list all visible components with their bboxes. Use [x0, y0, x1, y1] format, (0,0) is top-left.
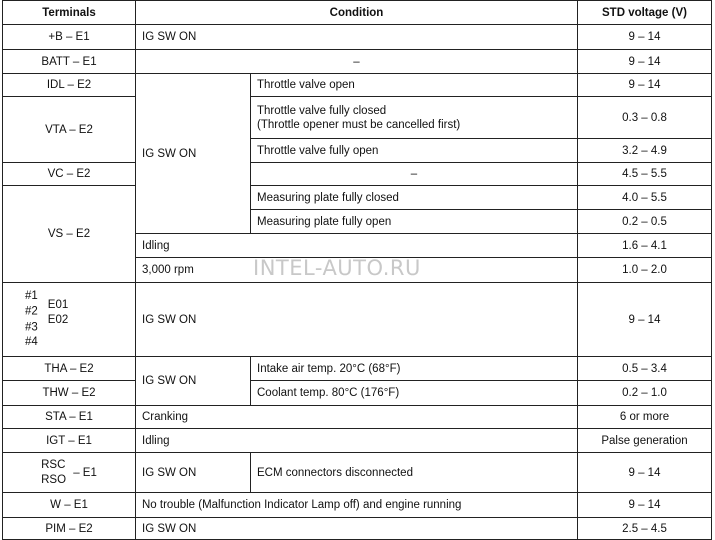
terminal-cell: W – E1 [3, 493, 136, 518]
terminal-cell: THA – E2 [3, 357, 136, 381]
voltage-cell: 3.2 – 4.9 [578, 139, 712, 163]
voltage-cell: 9 – 14 [578, 283, 712, 357]
sub-condition-cell: Intake air temp. 20°C (68°F) [251, 357, 578, 381]
voltage-cell: 0.2 – 0.5 [578, 210, 712, 234]
terminal-cell: IDL – E2 [3, 74, 136, 97]
table-row [3, 25, 712, 50]
condition-cell: IG SW ON [136, 74, 251, 234]
table-header-row [3, 1, 712, 25]
voltage-cell: 4.5 – 5.5 [578, 163, 712, 186]
terminal-cell: PIM – E2 [3, 518, 136, 540]
table-row [3, 186, 712, 210]
terminal-cell: VS – E2 [3, 186, 136, 283]
watermark: INTEL-AUTO.RU [253, 256, 421, 280]
table-row [3, 493, 712, 518]
ground-label: – E1 [73, 466, 97, 479]
condition-cell: IG SW ON [136, 453, 251, 493]
terminal-cell: STA – E1 [3, 406, 136, 429]
condition-cell: IG SW ON [136, 283, 578, 357]
table-row [3, 453, 712, 493]
terminal-label: RSC [41, 458, 66, 471]
terminal-label: #2 [25, 305, 38, 318]
voltage-cell: 6 or more [578, 406, 712, 429]
terminal-label: #1 [25, 289, 38, 302]
table-row [3, 406, 712, 429]
voltage-cell: 1.6 – 4.1 [578, 234, 712, 258]
table-row [3, 518, 712, 540]
terminal-cell: BATT – E1 [3, 50, 136, 74]
terminal-cell [3, 453, 136, 493]
sub-condition-line: Throttle valve fully closed [257, 104, 387, 117]
terminal-cell: THW – E2 [3, 381, 136, 406]
injector-terminals [25, 289, 68, 350]
condition-cell: Idling [136, 234, 578, 258]
table-row [3, 381, 712, 406]
sub-condition-cell: ECM connectors disconnected [251, 453, 578, 493]
voltage-cell: Palse generation [578, 429, 712, 453]
terminal-label: #3 [25, 321, 38, 334]
table-row [3, 97, 712, 139]
condition-cell: Idling [136, 429, 578, 453]
terminal-voltage-table [2, 0, 712, 540]
header-condition: Condition [136, 1, 578, 25]
voltage-cell: 9 – 14 [578, 25, 712, 50]
header-terminals: Terminals [3, 1, 136, 25]
terminal-label: #4 [25, 336, 38, 349]
sub-condition-cell: Throttle valve open [251, 74, 578, 97]
sub-condition-cell: Coolant temp. 80°C (176°F) [251, 381, 578, 406]
table-row [3, 357, 712, 381]
sub-condition-line: (Throttle opener must be cancelled first) [257, 118, 461, 131]
table-row [3, 50, 712, 74]
rsc-rso-terminals [41, 458, 66, 488]
terminal-cell: VC – E2 [3, 163, 136, 186]
table-row [3, 74, 712, 97]
voltage-cell: 0.5 – 3.4 [578, 357, 712, 381]
voltage-cell: 9 – 14 [578, 493, 712, 518]
sub-condition-cell: Throttle valve fully open [251, 139, 578, 163]
voltage-cell: 4.0 – 5.5 [578, 186, 712, 210]
condition-cell: IG SW ON [136, 25, 578, 50]
terminal-label: RSO [41, 473, 67, 486]
table-row [3, 429, 712, 453]
voltage-cell: 9 – 14 [578, 453, 712, 493]
table-row [3, 163, 712, 186]
terminal-cell: +B – E1 [3, 25, 136, 50]
condition-cell: Cranking [136, 406, 578, 429]
sub-condition-cell: Measuring plate fully closed [251, 186, 578, 210]
voltage-cell: 0.3 – 0.8 [578, 97, 712, 139]
ground-label: E02 [47, 313, 69, 326]
terminal-cell: IGT – E1 [3, 429, 136, 453]
sub-condition-cell: – [251, 163, 578, 186]
voltage-cell: 2.5 – 4.5 [578, 518, 712, 540]
voltage-cell: 1.0 – 2.0 [578, 258, 712, 283]
terminal-cell: VTA – E2 [3, 97, 136, 163]
condition-cell: – [136, 50, 578, 74]
voltage-cell: 9 – 14 [578, 50, 712, 74]
sub-condition-cell: Measuring plate fully open [251, 210, 578, 234]
voltage-cell: 9 – 14 [578, 74, 712, 97]
condition-cell: IG SW ON [136, 518, 578, 540]
table-row [3, 283, 712, 357]
condition-cell: IG SW ON [136, 357, 251, 406]
voltage-cell: 0.2 – 1.0 [578, 381, 712, 406]
condition-cell: No trouble (Malfunction Indicator Lamp off) and engine running [136, 493, 578, 518]
condition-cell: 3,000 rpm [136, 258, 578, 283]
header-std-voltage: STD voltage (V) [578, 1, 712, 25]
sub-condition-cell [251, 97, 578, 139]
terminal-cell [3, 283, 136, 357]
ground-label: E01 [47, 298, 69, 311]
